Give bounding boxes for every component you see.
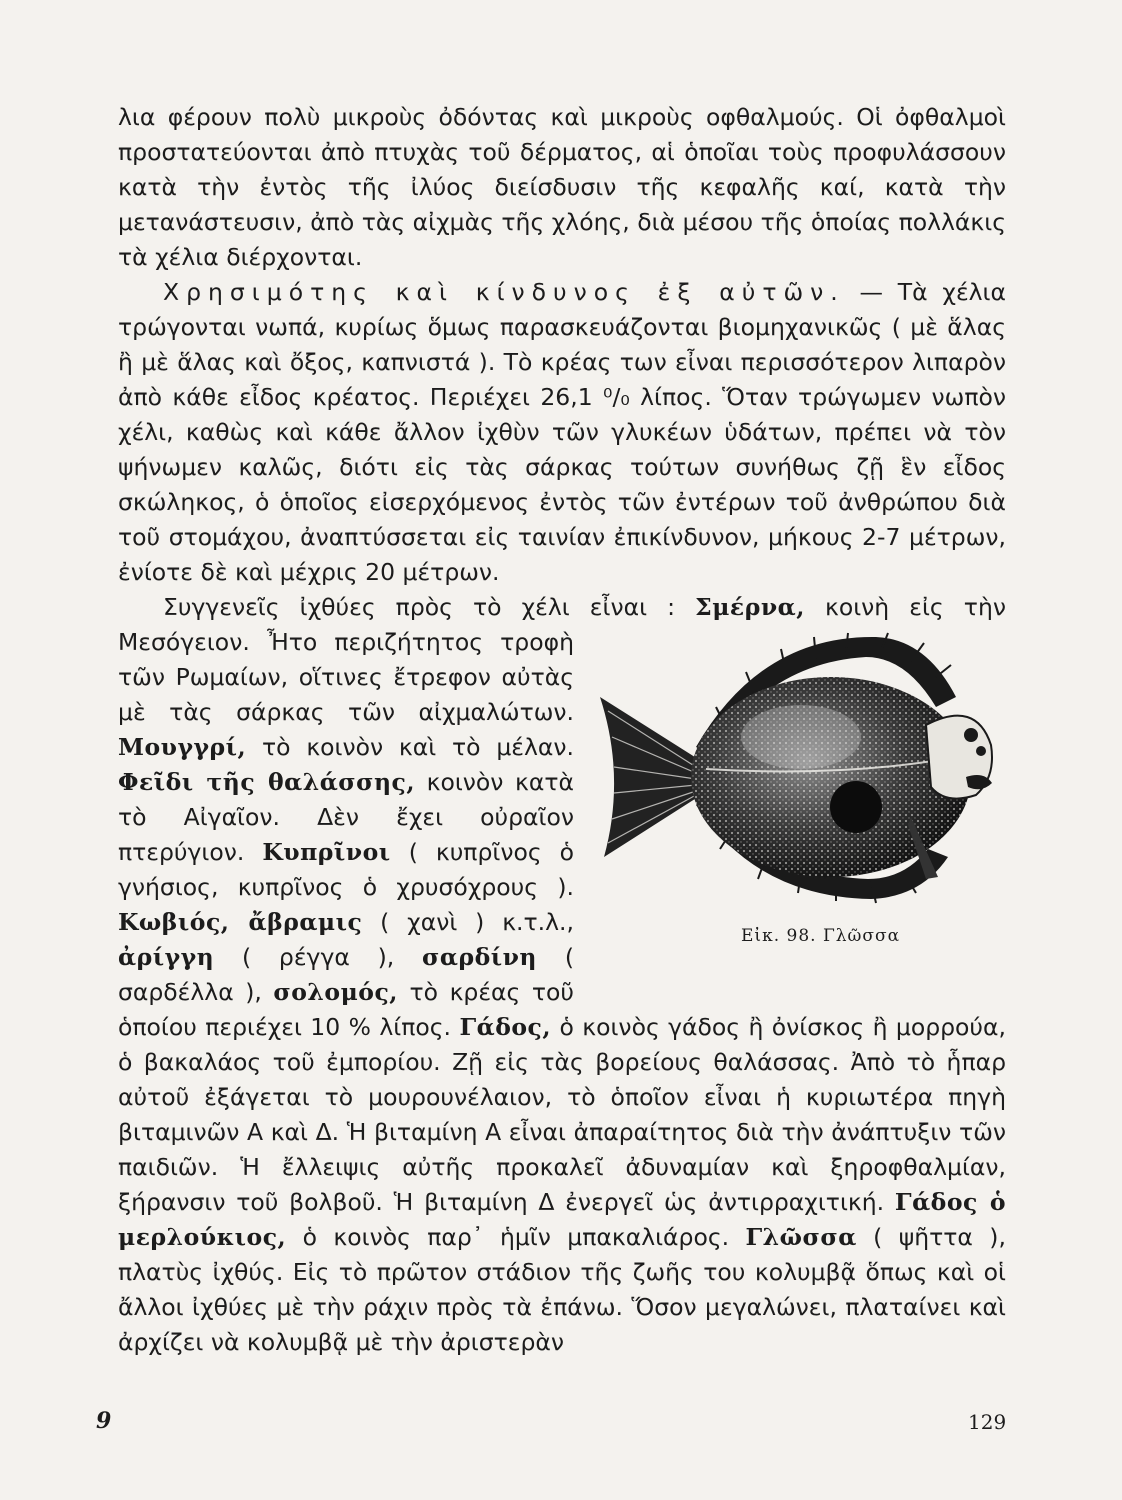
body-text (118, 100, 1006, 1360)
term-solomos: σολομός, (273, 978, 398, 1006)
text-run: ( κυπρῖνος ὁ γνήσιος, κυπρῖνος ὁ χρυσόχρους ). (118, 838, 574, 901)
term-mouggri: Μουγγρί, (118, 733, 247, 761)
term-glossa: Γλῶσσα (745, 1223, 857, 1251)
term-gados: Γάδος, (459, 1013, 552, 1041)
term-kyprinoi: Κυπρῖνοι (262, 838, 391, 866)
flatfish-illustration-icon (586, 627, 1016, 917)
section-heading: Χρησιμότης καὶ κίνδυνος ἐξ αὐτῶν. (163, 278, 845, 306)
term-gados-merloukios: Γάδος ὁ μερλούκιος, (118, 1188, 1006, 1251)
paragraph-2-text: — Τὰ χέλια τρώγονται νωπά, κυρίως ὅμως παρασκευάζονται βιομηχανικῶς ( μὲ ἅλας ἢ μὲ ἅλας καὶ ὄξος, καπνιστά ). Τὸ κρέας των εἶναι περισσότερον λιπαρὸν ἀπὸ κάθε εἶδος κρέατος. Περιέχει 26,1 ⁰/₀ λίπος. Ὅταν τρώγωμεν νωπὸν χέλι, καθὼς καὶ κάθε ἄλλον ἰχθὺν τῶν γλυκέων ὑδάτων, πρέπει νὰ τὸν ψήνωμεν καλῶς, διότι εἰς τὰς σάρκας τούτων συνήθως ζῇ ἓν εἶδος σκώληκος, ὁ ὁποῖος εἰσερχόμενος ἐντὸς τῶν ἐντέρων τοῦ ἀνθρώπου διὰ τοῦ στομάχου, ἀναπτύσσεται εἰς ταινίαν ἐπικίνδυνον, μήκους 2-7 μέτρων, ἐνίοτε δὲ καὶ μέχρις 20 μέτρων. (118, 278, 1006, 586)
text-run: τὸ κρέας τοῦ ὁποίου περιέχει 10 % λίπος. (118, 978, 574, 1041)
paragraph-1: λια φέρουν πολὺ μικροὺς ὀδόντας καὶ μικροὺς οφθαλμούς. Οἱ ὀφθαλμοὶ προστατεύονται ἀπὸ πτυχὰς τοῦ δέρματος, αἱ ὁποῖαι τοὺς προφυλάσσουν κατὰ τὴν ἐντὸς τῆς ἰλύος διείσδυσιν τῆς κεφαλῆς καί, κατὰ τὴν μετανάστευσιν, ἀπὸ τὰς αἰχμὰς τῆς χλόης, διὰ μέσου τῆς ὁποίας πολλάκις τὰ χέλια διέρχονται. (118, 103, 1006, 271)
term-kobios: Κωβιός, ἄβραμις (118, 908, 363, 936)
term-smerna: Σμέρνα, (695, 593, 805, 621)
text-run: ( ρέγγα ), (241, 943, 395, 971)
text-run: ὁ κοινὸς παρ᾽ ἡμῖν μπακαλιάρος. (302, 1223, 730, 1251)
signature-mark: 9 (96, 1408, 112, 1434)
text-run: τὸ κοινὸν καὶ τὸ μέλαν. (262, 733, 574, 761)
text-run: ὁ κοινὸς γάδος ἢ ὀνίσκος ἢ μορρούα, ὁ βακαλάος τοῦ ἐμπορίου. Ζῇ εἰς τὰς βορείους θαλάσσας. Ἀπὸ τὸ ἧπαρ αὐτοῦ ἐξάγεται τὸ μουρουνέλαιον, τὸ ὁποῖον εἶναι ἡ κυριωτέρα πηγὴ βιταμινῶν Α καὶ Δ. Ἡ βιταμίνη Α εἶναι ἀπαραίτητος διὰ τὴν ἀνάπτυξιν τῶν παιδιῶν. Ἡ ἔλλειψις αὐτῆς προκαλεῖ ἀδυναμίαν καὶ ξηροφθαλμίαν, ξήρανσιν τοῦ βολβοῦ. Ἡ βιταμίνη Δ ἐνεργεῖ ὡς ἀντιρραχιτική. (118, 1013, 1006, 1216)
text-run: κοινὴ εἰς τὴν Μεσόγειον. Ἦτο περιζήτητος τροφὴ τῶν Ρωμαίων, οἵτινες ἔτρεφον αὐτὰς μὲ τὰς σάρκας τῶν αἰχμαλώτων. (118, 593, 1006, 726)
figure-caption: Εἰκ. 98. Γλῶσσα (741, 926, 901, 946)
text-run: ( σαρδέλλα ), (118, 943, 574, 1006)
paragraph-2 (118, 275, 1006, 590)
term-feidi: Φεῖδι τῆς θαλάσσης, (118, 768, 416, 796)
text-run: ( ψῆττα ), πλατὺς ἰχθύς. Εἰς τὸ πρῶτον στάδιον τῆς ζωῆς του κολυμβᾷ ὅπως καὶ οἱ ἄλλοι ἰχθύες μὲ τὴν ράχιν πρὸς τὰ ἐπάνω. Ὅσον μεγαλώνει, πλαταίνει καὶ ἀρχίζει νὰ κολυμβᾷ μὲ τὴν ἀριστερὰν (118, 1223, 1006, 1356)
term-sardini: σαρδίνη (422, 943, 538, 971)
paragraph-3 (118, 590, 1006, 1360)
term-arigi: ἀρίγγη (118, 943, 215, 971)
text-run: ( χανὶ ) κ.τ.λ., (380, 908, 574, 936)
page-number: 129 (968, 1410, 1007, 1434)
text-run: Συγγενεῖς ἰχθύες πρὸς τὸ χέλι εἶναι : (163, 593, 676, 621)
figure (586, 627, 1016, 979)
text-run: κοινὸν κατὰ τὸ Αἰγαῖον. Δὲν ἔχει οὐραῖον πτερύγιον. (118, 768, 574, 866)
